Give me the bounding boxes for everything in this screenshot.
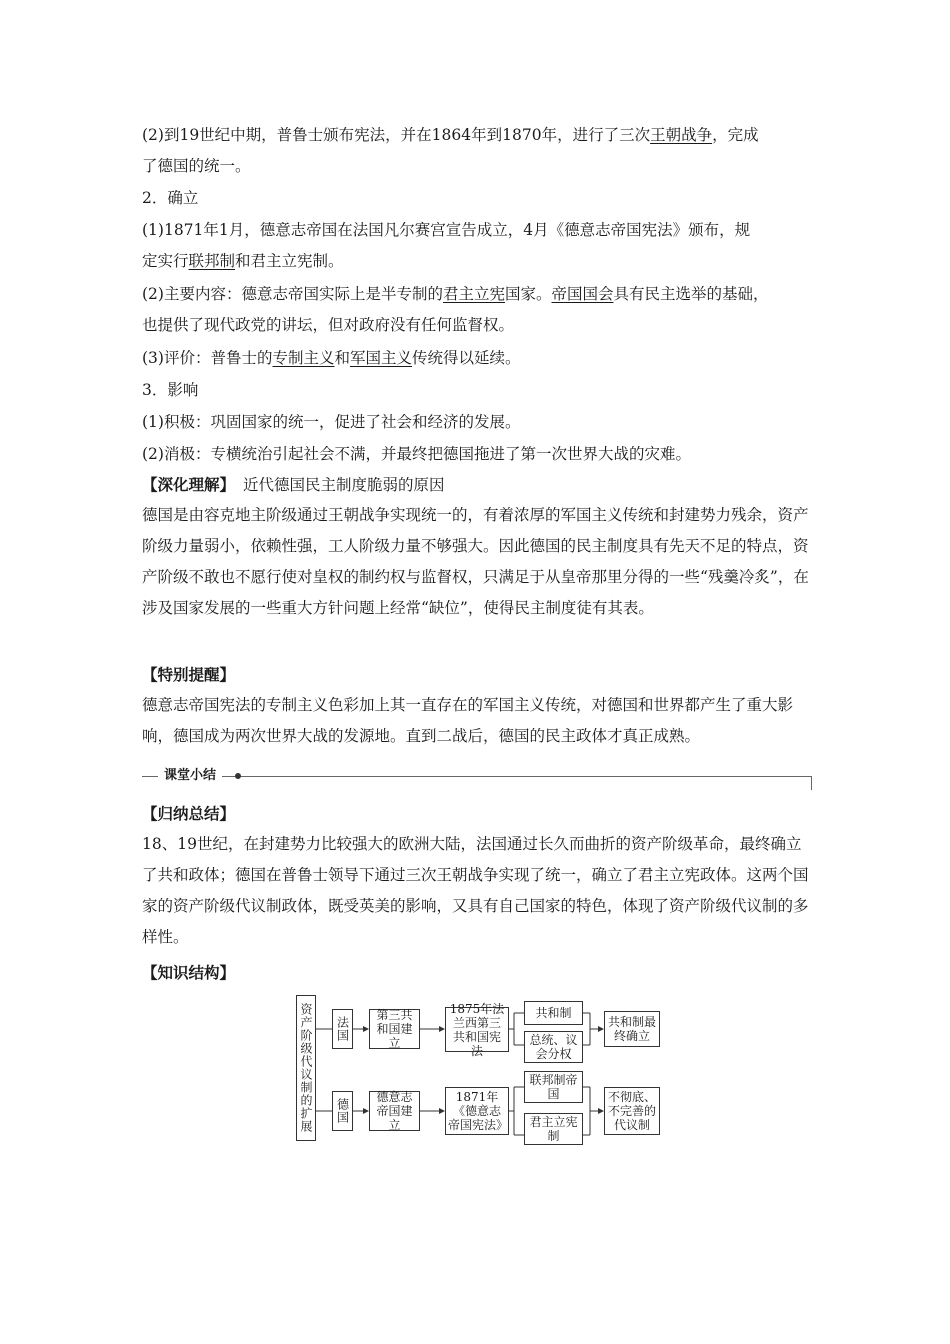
text-segment: 传统得以延续。 [412,349,521,367]
diagram-france-result: 共和制最终确立 [604,1011,660,1047]
deepen-body: 德国是由容克地主阶级通过王朝战争实现统一的，有着浓厚的军国主义传统和封建势力残余，资产阶级力量弱小，依赖性强，工人阶级力量不够强大。因此德国的民主制度具有先天不足的特点，资产阶级不敢也不愿行使对皇权的制约权与监督权，只满足于从皇帝那里分得的一些“残羹冷炙”，在涉及国家发展的一些重大方针问题上经常“缺位”，使得民主制度徒有其表。 [142,506,809,617]
diagram-france-establish: 第三共和国建立 [369,1009,420,1049]
paragraph-unification-line2: 了德国的统一。 [142,157,251,175]
summary-body: 18、19世纪，在封建势力比较强大的欧洲大陆，法国通过长久而曲折的资产阶级革命，最终确立了共和政体；德国在普鲁士领导下通过三次王朝战争实现了统一，确立了君主立宪政体。这两个国家的资产阶级代议制政体，既受英美的影响，又具有自己国家的特色，体现了资产阶级代议制的多样性。 [142,835,809,946]
knowledge-structure-diagram [296,995,666,1145]
diagram-france-constitution: 1875年法兰西第三共和国宪法 [445,1007,509,1052]
structure-tag: 【知识结构】 [142,963,236,982]
underlined-term: 王朝战争 [650,126,713,144]
divider-label: 课堂小结 [158,766,222,786]
establishment-item2-line2: 也提供了现代政党的讲坛，但对政府没有任何监督权。 [142,316,515,334]
diagram-federal: 联邦制帝国 [524,1071,583,1103]
section-divider [142,767,812,791]
underlined-term: 专制主义 [272,349,335,367]
text-segment: (3)评价：普鲁士的 [142,349,273,367]
underlined-term: 军国主义 [350,349,413,367]
diagram-germany-constitution: 1871年《德意志帝国宪法》 [445,1087,509,1135]
summary-heading [142,803,235,825]
heading-impact: 3．影响 [142,381,199,399]
deepen-title: 近代德国民主制度脆弱的原因 [243,476,445,494]
diagram-germany-establish: 德意志帝国建立 [369,1091,420,1131]
reminder-tag: 【特别提醒】 [142,665,236,684]
deepen-heading [142,474,445,496]
underlined-term: 联邦制 [188,252,236,270]
diagram-france: 法国 [332,1009,353,1049]
diagram-germany: 德国 [332,1091,353,1131]
text-segment: (2)主要内容：德意志帝国实际上是半专制的 [142,285,443,303]
diagram-separation-of-powers: 总统、议会分权 [524,1031,583,1063]
divider-dot [235,773,241,779]
diagram-root: 资产阶级代议制的扩展 [296,995,316,1141]
underlined-term: 帝国国会 [551,285,614,303]
text-segment: (2)到19世纪中期，普鲁士颁布宪法，并在1864年到1870年，进行了三次 [142,126,651,144]
reminder-heading [142,664,235,686]
deepen-tag: 【深化理解】 [142,475,236,494]
diagram-constitutional-monarchy: 君主立宪制 [524,1113,583,1145]
underlined-term: 君主立宪 [442,285,505,303]
summary-tag: 【归纳总结】 [142,804,236,823]
structure-heading [142,962,235,984]
establishment-item3 [142,347,521,369]
divider-rule [142,776,812,777]
text-segment: 国家。 [504,285,552,303]
text-segment: ，完成 [712,126,759,144]
text-segment: 定实行 [142,252,189,270]
text-segment: 和 [334,349,350,367]
text-segment: 具有民主选举的基础， [613,285,769,303]
establishment-item2-line1 [142,283,769,305]
establishment-item1-line2 [142,250,344,272]
text-segment: 和君主立宪制。 [235,252,344,270]
diagram-germany-result: 不彻底、不完善的代议制 [604,1087,660,1135]
reminder-body: 德意志帝国宪法的专制主义色彩加上其一直存在的军国主义传统，对德国和世界都产生了重大影响，德国成为两次世界大战的发源地。直到二战后，德国的民主政体才真正成熟。 [142,696,794,745]
heading-establishment: 2．确立 [142,189,199,207]
paragraph-unification-line1 [142,124,759,146]
divider-rule-end [811,776,812,790]
impact-positive: (1)积极：巩固国家的统一，促进了社会和经济的发展。 [142,413,521,431]
impact-negative: (2)消极：专横统治引起社会不满，并最终把德国拖进了第一次世界大战的灾难。 [142,445,691,463]
diagram-republic: 共和制 [524,1001,583,1025]
establishment-item1-line1: (1)1871年1月，德意志帝国在法国凡尔赛宫宣告成立，4月《德意志帝国宪法》颁布，规 [142,221,751,239]
